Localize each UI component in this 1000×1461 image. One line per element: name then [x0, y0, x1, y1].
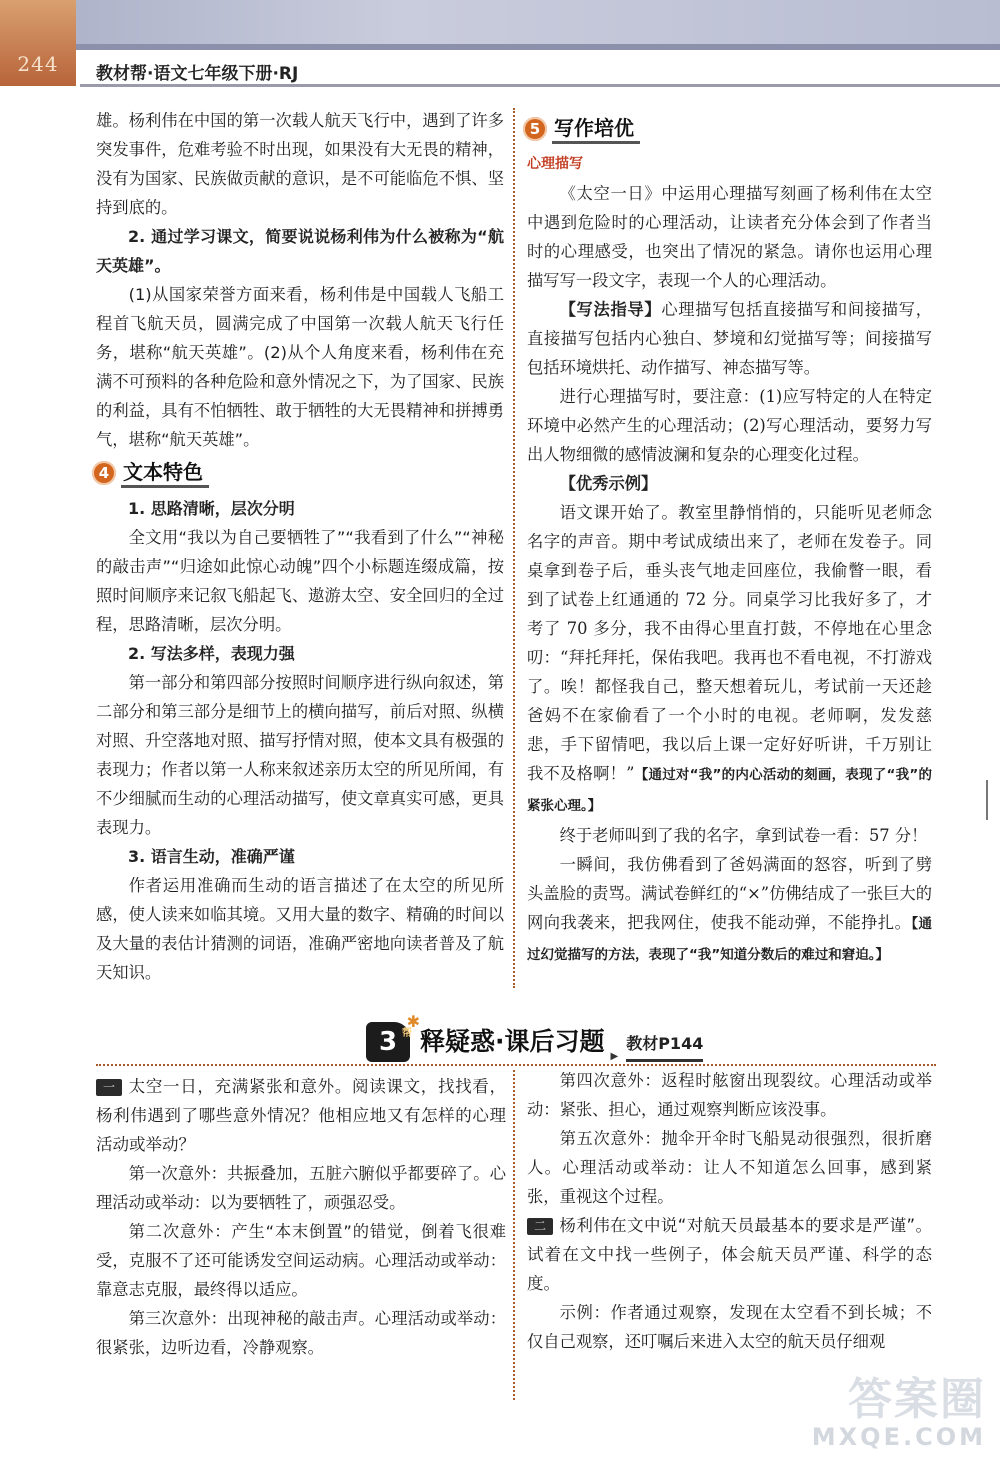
arrow-icon: ▶ [610, 1051, 619, 1062]
header-band [0, 0, 1000, 50]
exercise-1-question: 太空一日，充满紧张和意外。阅读课文，找找看，杨利伟遇到了哪些意外情况？他相应地又有怎样的心理活动或举动？ [96, 1077, 506, 1154]
section-5-title: 写作培优 [552, 115, 640, 144]
exercise-1-answer-5: 第五次意外：抛伞开伞时飞船晃动很强烈，很折磨人。心理活动或举动：让人不知道怎么回事，感到紧张，重视这个过程。 [527, 1129, 932, 1206]
topic-heading: 心理描写 [527, 156, 583, 172]
guide-tag: 【写法指导】 [559, 300, 662, 319]
sparkle-icon: ✱ [406, 1012, 420, 1031]
example-paragraph-3 [527, 850, 932, 970]
right-column [527, 110, 932, 970]
exercise-1-answer-1: 第一次意外：共振叠加，五脏六腑似乎都要碎了。心理活动或举动：以为要牺牲了，顽强忍受。 [96, 1164, 506, 1212]
bottom-left-column [96, 1072, 506, 1362]
section-5-heading [523, 112, 932, 146]
writing-intro: 《太空一日》中运用心理描写刻画了杨利伟在太空中遇到危险时的心理活动，让读者充分体会到了作者当时的心理感受，也突出了情况的紧急。请你也运用心理描写写一段文字，表现一个人的心理活动。 [527, 184, 932, 290]
writing-guide [527, 295, 932, 382]
exercise-2-answer: 示例：作者通过观察，发现在太空看不到长城；不仅自己观察，还叮嘱后来进入太空的航天员仔细观 [527, 1303, 932, 1351]
question-2-heading: 2. 通过学习课文，简要说说杨利伟为什么被称为“航天英雄”。 [96, 227, 504, 275]
badge-number: 3 [378, 1027, 398, 1057]
feature-1-text: 全文用“我以为自己要牺牲了”“我看到了什么”“神秘的敲击声”“归途如此惊心动魄”四个小标题连缀成篇，按照时间顺序来记叙飞船起飞、遨游太空、安全回归的全过程，思路清晰，层次分明。 [96, 528, 504, 634]
left-column [96, 106, 504, 987]
feature-3-text: 作者运用准确而生动的语言描述了在太空的所见所感，使人读来如临其境。又用大量的数字、精确的时间以及大量的表估计猜测的词语，准确严密地向读者普及了航天知识。 [96, 876, 504, 982]
watermark-text: 答案圈 [848, 1374, 986, 1425]
example-text-3: 一瞬间，我仿佛看到了爸妈满面的怒容，听到了劈头盖脸的责骂。满试卷鲜红的“×”仿佛结成了一张巨大的网向我袭来，把我网住，使我不能动弹，不能挣扎。 [527, 855, 932, 932]
exercise-banner [366, 1012, 704, 1062]
example-tag: 【优秀示例】 [559, 474, 658, 493]
left-paragraph-continued: 雄。杨利伟在中国的第一次载人航天飞行中，遇到了许多突发事件，危难考验不时出现，如果没有大无畏的精神，没有为国家、民族做贡献的意识，是不可能临危不惧、坚持到底的。 [96, 111, 504, 217]
exercise-1 [96, 1072, 506, 1159]
header-rule [80, 84, 1000, 87]
feature-1-title: 1. 思路清晰，层次分明 [128, 499, 295, 518]
example-paragraph-2: 终于老师叫到了我的名字，拿到试卷一看：57 分！ [559, 826, 928, 845]
badge-suffix: 帮 [402, 1028, 412, 1039]
exercise-2-question: 杨利伟在文中说“对航天员最基本的要求是严谨”。试着在文中找一些例子，体会航天员严谨、科学的态度。 [527, 1216, 932, 1293]
example-paragraph-1 [527, 498, 932, 821]
page-number: 244 [17, 52, 59, 76]
edge-mark [986, 780, 988, 820]
textbook-page-ref: 教材P144 [626, 1029, 703, 1062]
example-text-1: 语文课开始了。教室里静悄悄的，只能听见老师念名字的声音。期中考试成绩出来了，老师在发卷子。同桌拿到卷子后，垂头丧气地走回座位，我偷瞥一眼，看到了试卷上红通通的 72 分。同桌学习比我好多了，才考了 70 多分，我不由得心里直打鼓，不停地在心里念叨：“拜托拜托，保佑我吧。我再也不看电视，不打游戏了。唉！都怪我自己，整天想着玩儿，考试前一天还趁爸妈不在家偷看了一个小时的电视。老师啊，发发慈悲，手下留情吧，我以后上课一定好好听讲，千万别让我不及格啊！” [527, 503, 932, 783]
feature-2-title: 2. 写法多样，表现力强 [128, 644, 295, 663]
example-note-2: 【通过幻觉描写的方法，表现了“我”知道分数后的难过和窘迫。】 [527, 916, 932, 963]
exercise-1-answer-2: 第二次意外：产生“本末倒置”的错觉，倒着飞很难受，克服不了还可能诱发空间运动病。心理活动或举动：靠意志克服，最终得以适应。 [96, 1222, 506, 1299]
section-5-number: 5 [523, 117, 547, 141]
exercise-1-answer-3: 第三次意外：出现神秘的敲击声。心理活动或举动：很紧张，边听边看，冷静观察。 [96, 1309, 506, 1357]
section-4-title: 文本特色 [121, 459, 209, 488]
bottom-right-column [527, 1066, 932, 1356]
feature-3-title: 3. 语言生动，准确严谨 [128, 847, 295, 866]
writing-notice: 进行心理描写时，要注意：(1)应写特定的人在特定环境中必然产生的心理活动；(2)写心理活动，要努力写出人物细微的感情波澜和复杂的心理变化过程。 [527, 387, 932, 464]
column-divider [513, 108, 515, 988]
exercise-1-icon: 一 [96, 1079, 122, 1096]
guide-text: 心理描写包括直接描写和间接描写，直接描写包括内心独白、梦境和幻觉描写等；间接描写包括环境烘托、动作描写、神态描写等。 [527, 300, 932, 377]
section-4-number: 4 [92, 461, 116, 485]
exercise-1-answer-4: 第四次意外：返程时舷窗出现裂纹。心理活动或举动：紧张、担心，通过观察判断应该没事。 [527, 1071, 932, 1119]
watermark-url: MXQE.COM [811, 1423, 986, 1451]
watermark [811, 1374, 986, 1451]
section-4-heading [92, 456, 504, 490]
badge-3 [366, 1012, 420, 1062]
feature-2-text: 第一部分和第四部分按照时间顺序进行纵向叙述，第二部分和第三部分是细节上的横向描写，前后对照、纵横对照、升空落地对照、描写抒情对照，使本文具有极强的表现力；作者以第一人称来叙述亲历太空的所见所闻，有不少细腻而生动的心理活动描写，使文章真实可感，更具表现力。 [96, 673, 504, 837]
banner-title: 释疑惑·课后习题 [420, 1027, 605, 1056]
book-title: 教材帮·语文七年级下册·RJ [96, 64, 299, 84]
exercise-2-icon: 二 [527, 1218, 553, 1235]
example-note-1: 【通过对“我”的内心活动的刻画，表现了“我”的紧张心理。】 [527, 767, 932, 814]
bottom-column-divider [513, 1070, 515, 1400]
exercise-2 [527, 1211, 932, 1298]
question-2-answer: (1)从国家荣誉方面来看，杨利伟是中国载人飞船工程首飞航天员，圆满完成了中国第一次载人航天飞行任务，堪称“航天英雄”。(2)从个人角度来看，杨利伟在充满不可预料的各种危险和意外情况之下，为了国家、民族的利益，具有不怕牺牲、敢于牺牲的大无畏精神和拼搏勇气，堪称“航天英雄”。 [96, 285, 504, 449]
